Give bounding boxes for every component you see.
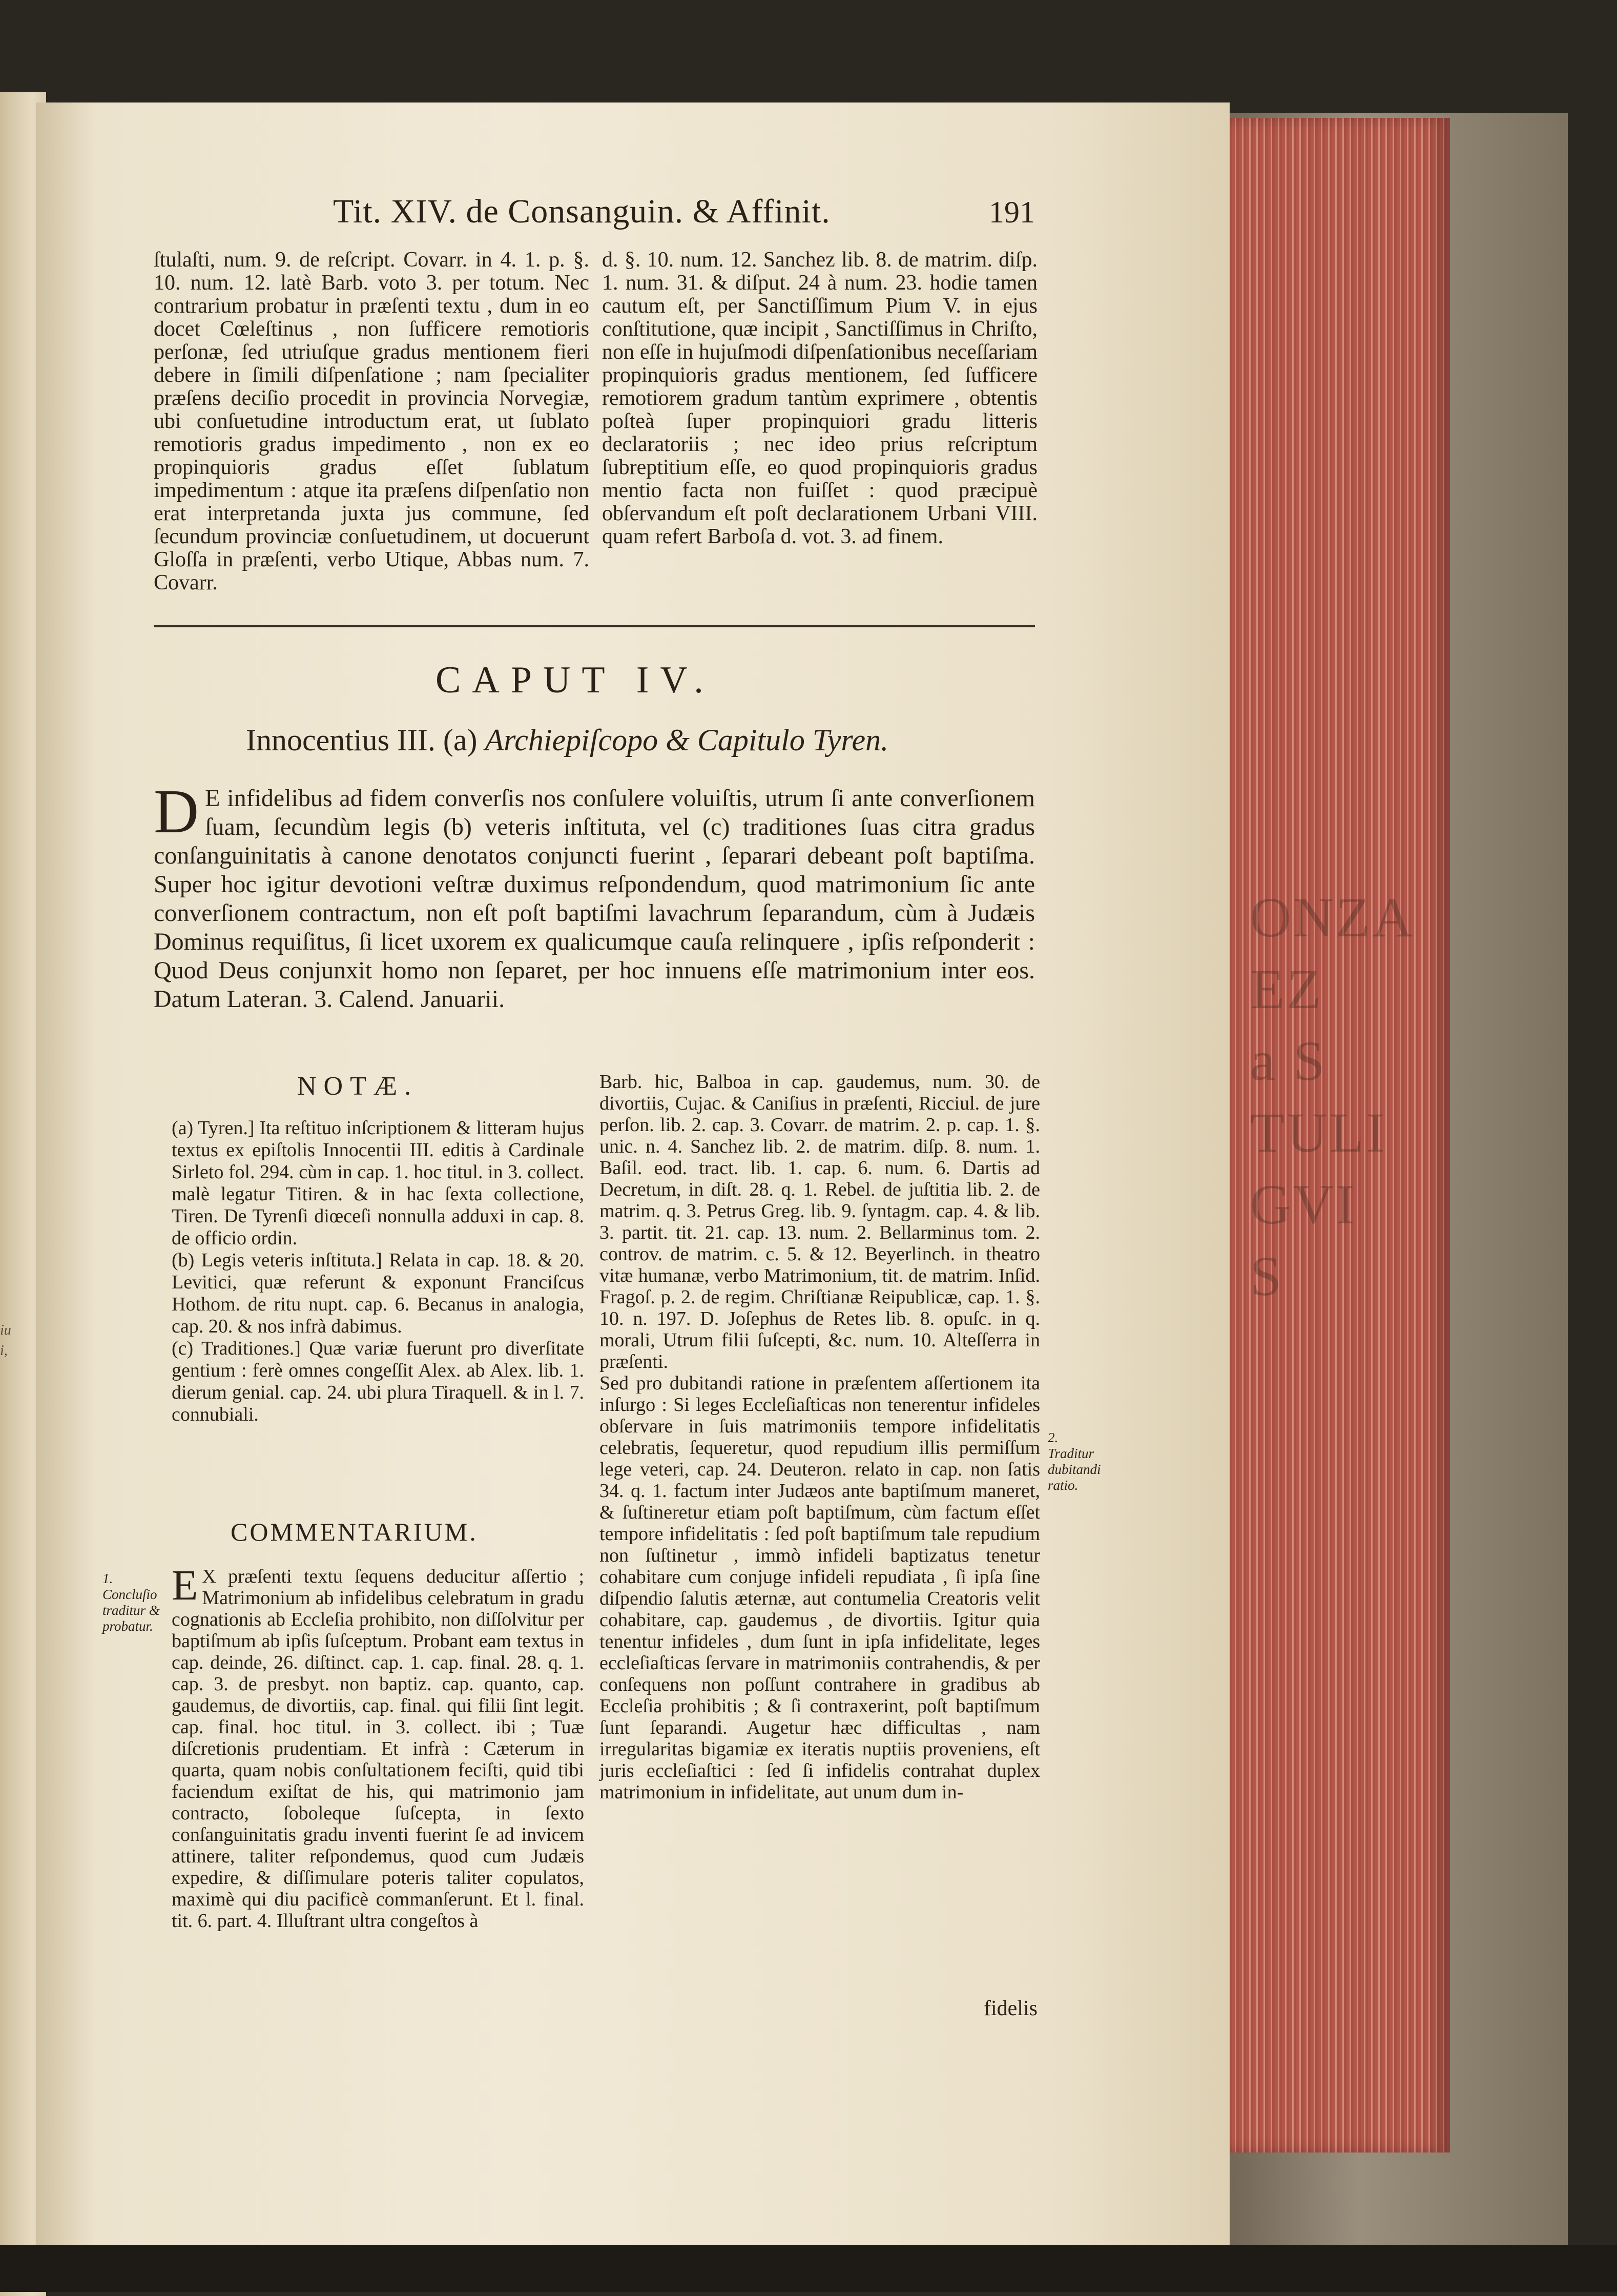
cover-stamp	[1250, 881, 1424, 1312]
chapter-subtitle-italic: Archiepiſcopo & Capitulo Tyren.	[485, 723, 889, 757]
left-page-fragment-1: iu	[0, 1322, 11, 1338]
note-b: (b) Legis veteris inſtituta.] Relata in cap. 18. & 20. Levitici, quæ referunt & exponunt Franciſcus Hothom. de ritu nupt. cap. 6. Becanus in analogia, cap. 20. & nos infrà dabimus.	[172, 1249, 584, 1337]
left-page-fragment-2: i,	[0, 1343, 8, 1359]
background-bottom	[0, 2245, 1617, 2292]
right-lower-column	[599, 1071, 1040, 1803]
margin-note-2-text: Traditur dubitandi ratio.	[1048, 1446, 1101, 1493]
cover-stamp-line: EZ	[1250, 958, 1323, 1020]
chapter-text	[154, 777, 1035, 1014]
chapter-subtitle-plain: Innocentius III. (a)	[246, 723, 478, 757]
margin-note-2-number: 2.	[1048, 1430, 1059, 1445]
notae-heading: NOTÆ.	[297, 1072, 419, 1101]
margin-note-1-number: 1.	[102, 1571, 113, 1586]
chapter-subtitle	[246, 723, 888, 758]
commentarium-heading: COMMENTARIUM.	[231, 1518, 478, 1546]
page-number: 191	[989, 195, 1035, 229]
cover-stamp-line: ONZA	[1250, 886, 1415, 949]
right-lower-para-2: Sed pro dubitandi ratione in præſentem aſſertionem ita inſurgo : Si leges Eccleſiaſticas non tenerentur infideles obſervare in ſuis matrimoniis tempore infidelitatis celebratis, ſequeretur, quod repudium illis permiſſum lege veteri, cap. 24. Deuteron. relato in cap. non ſatis 34. q. 1. factum inter Judæos ante baptiſmum maneret, & ſuſtineretur etiam poſt baptiſmum, cùm factum eſſet tempore infidelitatis : ſed poſt baptiſmum tale repudium non ſuſtinetur , immò infideli baptizatus tenetur cohabitare cum conjuge infideli repudiata , ſi ipſa ſine diſpendio ſalutis æternæ, aut contumelia Creatoris velit cohabitare, cap. gaudemus , de divortiis. Igitur quia tenentur infideles , dum ſunt in ipſa infidelitate, leges eccleſiaſticas ſervare in matrimoniis contrahendis, & per conſequens non poſſunt contrahere in gradibus ab Eccleſia prohibitis ; & ſi contraxerint, poſt baptiſmum ſunt ſeparandi. Augetur hæc difficultas , nam irregularitas bigamiæ ex iteratis nuptiis proveniens, eſt juris eccleſiaſtici : ſed ſi infidelis contrahat duplex matrimonium in infidelitate, aut unum dum in-	[599, 1372, 1040, 1803]
margin-note-1-text: Concluſio traditur & probatur.	[102, 1587, 160, 1634]
top-right-text: d. §. 10. num. 12. Sanchez lib. 8. de matrim. diſp. 1. num. 31. & diſput. 24 à num. 23. hodie tamen cautum eſt, per Sanctiſſimum Pium V. in ejus conſtitutione, quæ incipit , Sanctiſſimus in Chriſto, non eſſe in hujuſmodi diſpenſationibus neceſſariam propinquioris gradus mentionem, ſed ſufficere remotiorem gradum tantùm exprimere , obtentis poſteà ſuper propinquiori gradu litteris declaratoriis ; nec ideo prius reſcriptum ſubreptitium eſſe, eo quod propinquioris gradus mentio facta non fuiſſet : quod præcipuè obſervandum eſt poſt declarationem Urbani VIII. quam refert Barboſa d. vot. 3. ad finem.	[602, 248, 1038, 548]
running-header: Tit. XIV. de Consanguin. & Affinit.	[333, 193, 831, 230]
chapter-heading: CAPUT IV.	[436, 659, 715, 701]
chapter-dropcap: D	[154, 777, 199, 846]
cover-stamp-line: S	[1250, 1245, 1284, 1307]
top-left-text: ſtulaſti, num. 9. de reſcript. Covarr. in 4. 1. p. §. 10. num. 12. latè Barb. voto 3. per totum. Nec contrarium probatur in præſenti textu , dum in eo docet Cœleſtinus , non ſufficere remotioris perſonæ, ſed utriuſque gradus mentionem fieri debere in ſimili diſpenſatione ; nam ſpecialiter præſens deciſio procedit in provincia Norvegiæ, ubi conſuetudine introductum erat, ut ſublato remotioris gradus impedimento , non ex eo propinquioris gradus eſſet ſublatum impedimentum : atque ita præſens diſpenſatio non erat interpretanda juxta jus commune, ſed ſecundum provinciæ conſuetudinem, ut docuerunt Gloſſa in præſenti, verbo Utique, Abbas num. 7. Covarr.	[154, 248, 589, 594]
catchword: fidelis	[984, 1997, 1038, 2020]
commentarium-block	[172, 1562, 584, 1932]
top-right-column	[602, 249, 1038, 548]
note-a: (a) Tyren.] Ita reſtituo inſcriptionem & litteram hujus textus ex epiſtolis Innocentii III. editis à Cardinale Sirleto fol. 294. cùm in cap. 1. hoc titul. in 3. collect. malè legatur Titiren. & in hac ſexta collectione, Tiren. De Tyrenſi diœceſi nonnulla adduxi in cap. 8. de officio ordin.	[172, 1117, 584, 1249]
section-rule	[154, 625, 1035, 627]
notae-block	[172, 1117, 584, 1426]
commentarium-dropcap: E	[172, 1562, 198, 1609]
cover-stamp-line: GVI	[1250, 1173, 1357, 1236]
margin-note-2	[1048, 1430, 1109, 1493]
right-lower-para-1: Barb. hic, Balboa in cap. gaudemus, num. 30. de divortiis, Cujac. & Caniſius in præſenti, Ricciul. de jure perſon. lib. 2. cap. 3. Covarr. de matrim. 2. p. cap. 1. §. unic. n. 4. Sanchez lib. 2. de matrim. diſp. 8. num. 1. Baſil. eod. tract. lib. 1. cap. 6. num. 6. Dartis ad Decretum, in diſt. 28. q. 1. Rebel. de juſtitia lib. 2. de matrim. q. 3. Petrus Greg. lib. 9. ſyntagm. cap. 4. & lib. 3. partit. tit. 21. cap. 13. num. 2. Bellarminus tom. 2. controv. de matrim. c. 5. & 12. Beyerlinch. in theatro vitæ humanæ, verbo Matrimonium, tit. de matrim. Inſid. Fragoſ. p. 2. de regim. Chriſtianæ Reipublicæ, cap. 1. §. 10. n. 197. D. Joſephus de Retes lib. 8. opuſc. in q. morali, Utrum filii ſuſcepti, &c. num. 10. Alteſſerra in præſenti.	[599, 1071, 1040, 1372]
cover-stamp-line: TULI	[1250, 1101, 1387, 1164]
margin-note-1	[102, 1571, 164, 1634]
chapter-body: E infidelibus ad fidem converſis nos conſulere voluiſtis, utrum ſi ante converſionem ſuam, ſecundùm legis (b) veteris inſtituta, vel (c) traditiones ſuas citra gradus conſanguinitatis à canone denotatos conjuncti fuerint , ſeparari debeant poſt baptiſma. Super hoc igitur devotioni veſtræ duximus reſpondendum, quod matrimonium ſic ante converſionem contractum, non eſt poſt baptiſmi lavachrum ſeparandum, cùm à Judæis Dominus requiſitus, ſi licet uxorem ex qualicumque cauſa relinquere , ipſis reſponderit : Quod Deus conjunxit homo non ſeparet, per hoc innuens eſſe matrimonium inter eos. Datum Lateran. 3. Calend. Januarii.	[154, 785, 1035, 1013]
cover-stamp-line: a S	[1250, 1030, 1327, 1092]
top-left-column	[154, 249, 589, 594]
commentarium-text: X præſenti textu ſequens deducitur aſſertio ; Matrimonium ab infidelibus celebratum in gradu cognationis ab Eccleſia prohibito, non diſſolvitur per baptiſmum ab ipſis ſuſceptum. Probant eam textus in cap. deinde, 26. diſtinct. cap. 1. cap. final. 28. q. 1. cap. 3. de presbyt. non baptiz. cap. quanto, cap. gaudemus, de divortiis, cap. final. qui filii ſint legit. cap. final. hoc titul. in 3. collect. ibi ; Tuæ diſcretionis prudentiam. Et infrà : Cæterum in quarta, quam nobis conſultationem feciſti, quid tibi faciendum exiſtat de his, qui matrimonio jam contracto, ſoboleque ſuſcepta, in ſexto conſanguinitatis gradu inventi fuerint ſe ad invicem attinere, taliter reſpondemus, quod cum Judæis expedire, & diſſimulare poteris taliter copulatos, maximè qui diu pacificè commanſerunt. Et l. final. tit. 6. part. 4. Illuſtrant ultra congeſtos à	[172, 1566, 584, 1932]
note-c: (c) Traditiones.] Quæ variæ fuerunt pro diverſitate gentium : ferè omnes congeſſit Alex. ab Alex. lib. 1. dierum genial. cap. 24. ubi plura Tiraquell. & in l. 7. connubiali.	[172, 1338, 584, 1425]
